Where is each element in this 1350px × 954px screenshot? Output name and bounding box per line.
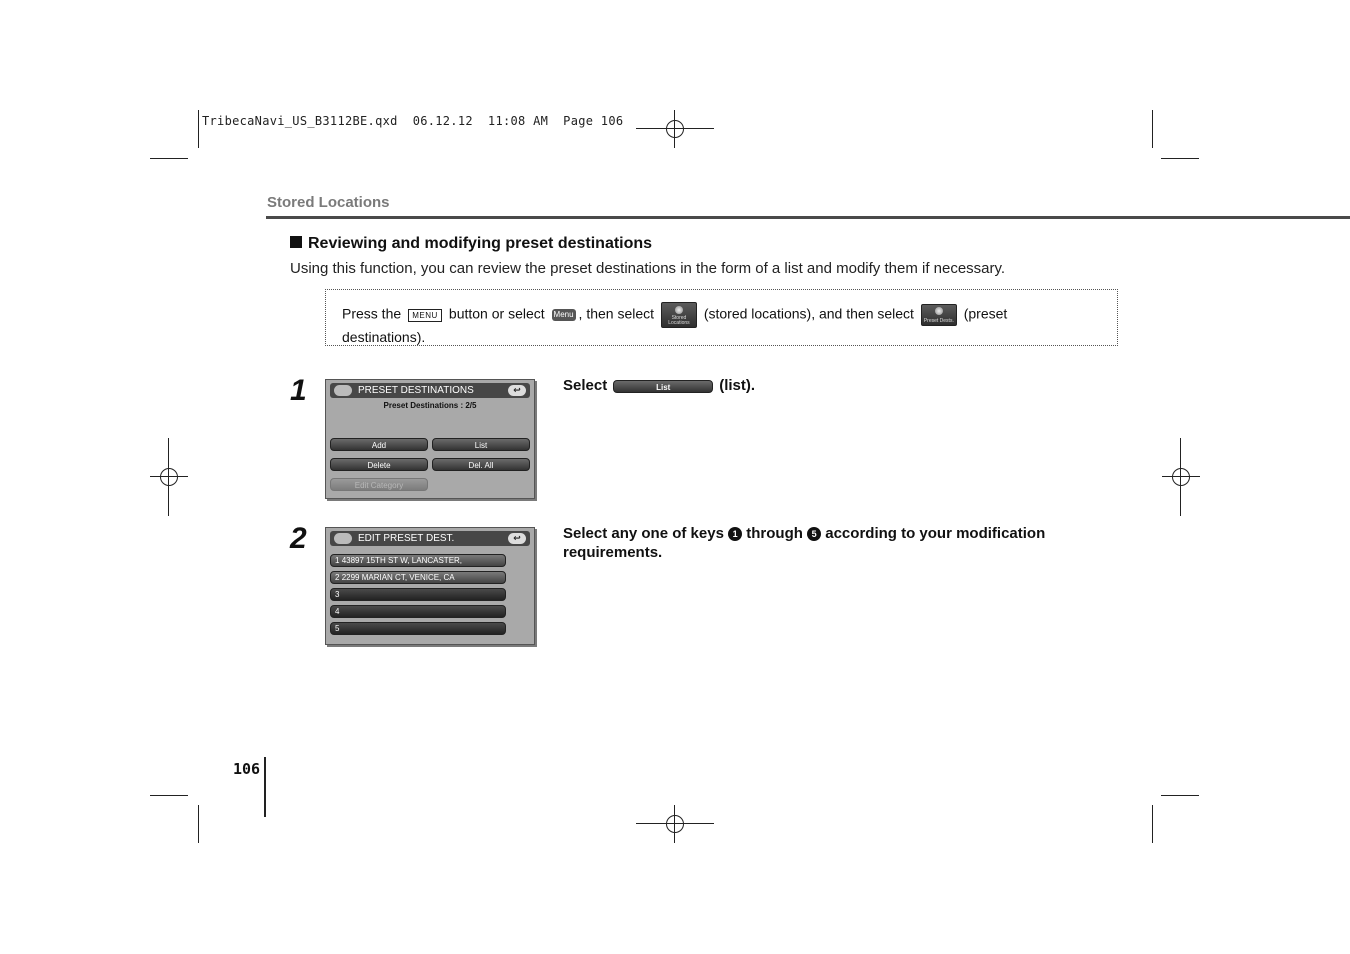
step-number: 1 bbox=[290, 374, 307, 407]
note-text: (preset bbox=[963, 305, 1008, 322]
note-text: , then select bbox=[578, 305, 655, 322]
square-bullet-icon bbox=[290, 236, 302, 248]
instruction-text: according to your modification bbox=[825, 525, 1046, 542]
crop-mark bbox=[1152, 110, 1153, 148]
preset-dests-icon: Preset Dests. bbox=[921, 304, 957, 326]
instruction-note bbox=[325, 289, 1118, 346]
screen-title-bar bbox=[330, 531, 530, 546]
key-5-icon: 5 bbox=[807, 527, 821, 541]
header-rule bbox=[266, 216, 1350, 219]
menu-button-icon: Menu bbox=[553, 310, 574, 319]
preset-row-4[interactable]: 4 bbox=[330, 605, 506, 618]
preset-destinations-screen bbox=[325, 379, 535, 499]
stored-locations-icon: Stored Locations bbox=[661, 302, 697, 328]
crop-mark bbox=[198, 110, 199, 148]
instruction-text: Select any one of keys bbox=[563, 525, 724, 542]
preset-row-1[interactable]: 1 43897 15TH ST W, LANCASTER, bbox=[330, 554, 506, 567]
instruction-text: (list). bbox=[719, 377, 756, 394]
crop-mark bbox=[1161, 795, 1199, 796]
screen-title-bar bbox=[330, 383, 530, 398]
section-title: Stored Locations bbox=[267, 194, 390, 211]
crop-mark bbox=[150, 795, 188, 796]
list-button-icon: List bbox=[613, 380, 713, 393]
screen-title: EDIT PRESET DEST. bbox=[358, 533, 455, 544]
delete-all-button[interactable]: Del. All bbox=[432, 458, 530, 471]
registration-mark-icon bbox=[1162, 458, 1200, 496]
add-button[interactable]: Add bbox=[330, 438, 428, 451]
note-text: button or select bbox=[448, 305, 545, 322]
preset-row-3[interactable]: 3 bbox=[330, 588, 506, 601]
registration-mark-icon bbox=[656, 110, 694, 148]
note-text: Press the bbox=[342, 305, 402, 322]
preset-row-5[interactable]: 5 bbox=[330, 622, 506, 635]
crop-mark bbox=[150, 158, 188, 159]
registration-mark-icon bbox=[150, 458, 188, 496]
crop-mark bbox=[1152, 805, 1153, 843]
page-number: 106 bbox=[233, 760, 261, 778]
map-icon bbox=[334, 533, 352, 544]
heading-text: Reviewing and modifying preset destinations bbox=[308, 235, 653, 252]
screen-title: PRESET DESTINATIONS bbox=[358, 385, 474, 396]
edit-category-button[interactable]: Edit Category bbox=[330, 478, 428, 491]
step1-instruction bbox=[563, 376, 755, 395]
menu-key-icon: MENU bbox=[408, 309, 442, 322]
step-number: 2 bbox=[290, 522, 307, 555]
page-number-rule bbox=[264, 757, 266, 817]
map-icon bbox=[334, 385, 352, 396]
preset-row-2[interactable]: 2 2299 MARIAN CT, VENICE, CA bbox=[330, 571, 506, 584]
note-text: destinations). bbox=[342, 329, 426, 345]
key-1-icon: 1 bbox=[728, 527, 742, 541]
note-text: (stored locations), and then select bbox=[703, 305, 914, 322]
intro-text: Using this function, you can review the preset destinations in the form of a list and modify them if necessary. bbox=[290, 260, 1006, 277]
back-icon[interactable]: ↩ bbox=[508, 385, 526, 396]
page-heading bbox=[290, 235, 652, 253]
instruction-text: through bbox=[746, 525, 803, 542]
crop-mark bbox=[198, 805, 199, 843]
preset-count: Preset Destinations : 2/5 bbox=[383, 401, 477, 410]
crop-mark bbox=[1161, 158, 1199, 159]
back-icon[interactable]: ↩ bbox=[508, 533, 526, 544]
print-slug: TribecaNavi_US_B3112BE.qxd 06.12.12 11:08 AM Page 106 bbox=[202, 114, 624, 128]
delete-button[interactable]: Delete bbox=[330, 458, 428, 471]
list-button[interactable]: List bbox=[432, 438, 530, 451]
instruction-text: requirements. bbox=[563, 544, 663, 561]
step2-instruction bbox=[563, 524, 1103, 562]
edit-preset-dest-screen bbox=[325, 527, 535, 645]
instruction-text: Select bbox=[563, 377, 608, 394]
registration-mark-icon bbox=[656, 805, 694, 843]
